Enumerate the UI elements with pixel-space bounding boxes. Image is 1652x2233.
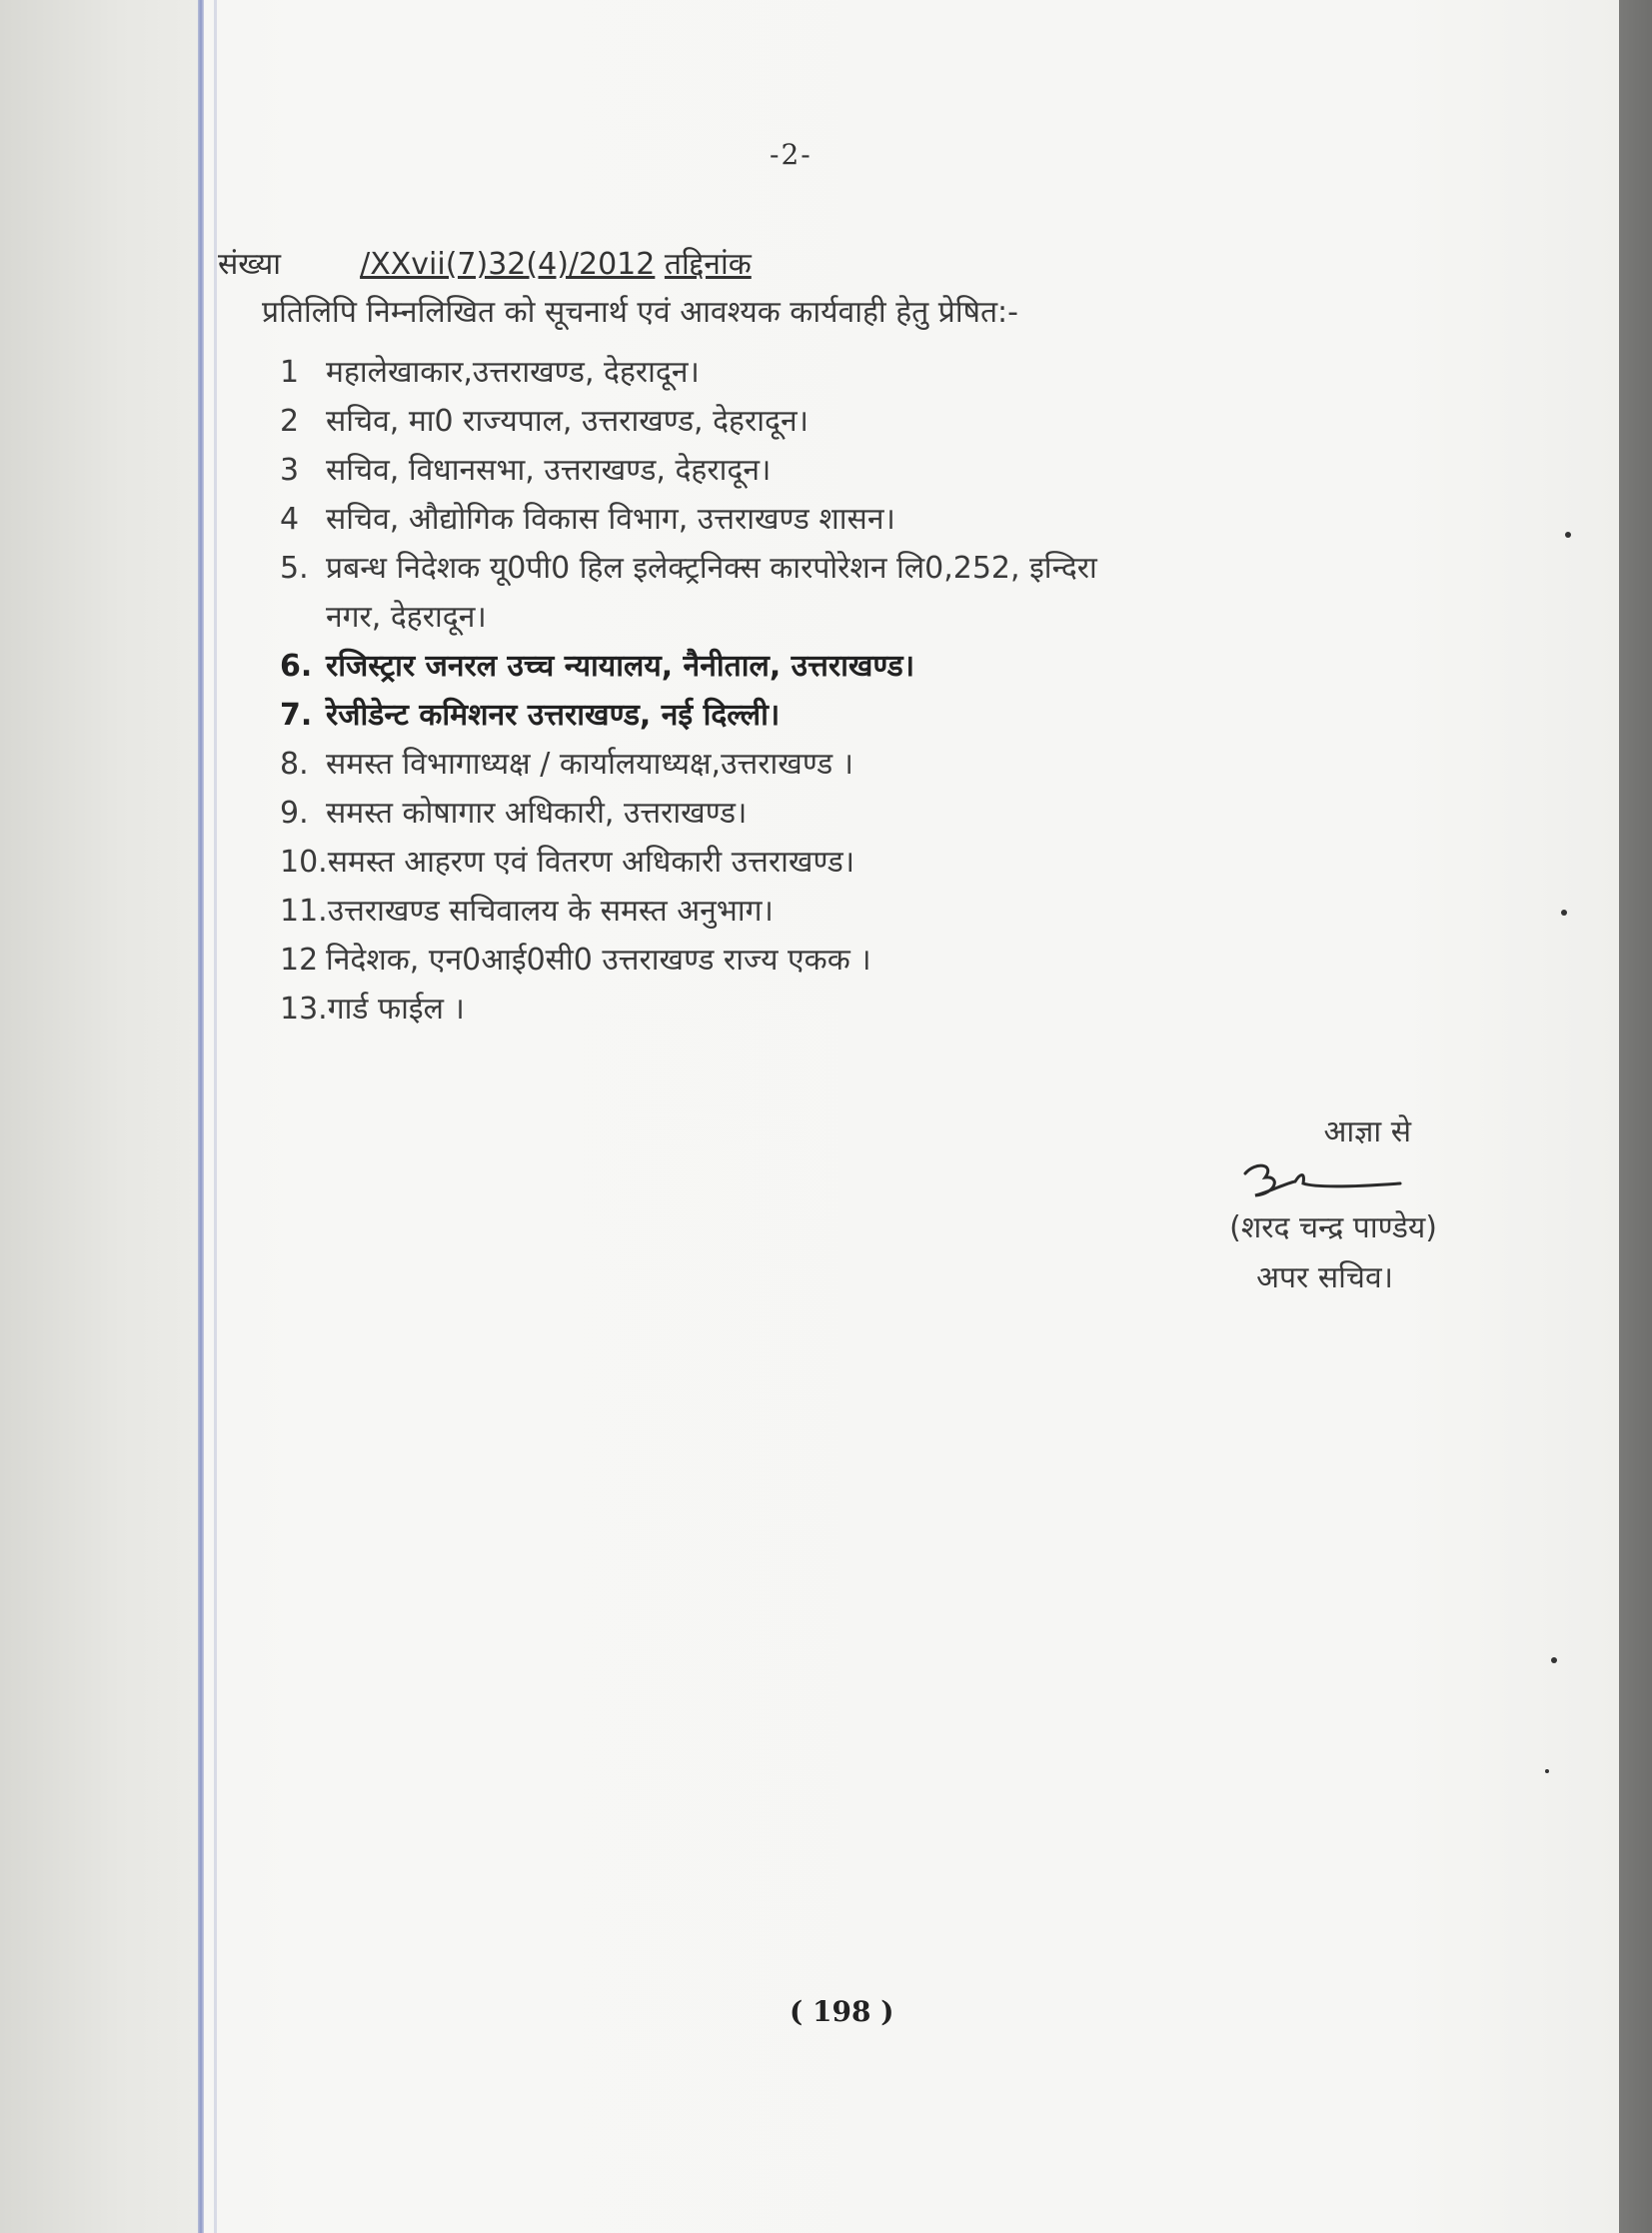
list-item: 13. गार्ड फाईल ।	[280, 992, 465, 1027]
list-item: 5. प्रबन्ध निदेशक यू0पी0 हिल इलेक्ट्रनिक्स कारपोरेशन लि0,252, इन्दिरा	[280, 551, 1097, 586]
scanner-background-strip	[1619, 0, 1652, 2233]
list-item-continuation: नगर, देहरादून।	[326, 600, 487, 635]
list-item: 11. उत्तराखण्ड सचिवालय के समस्त अनुभाग।	[280, 894, 774, 929]
list-item: 7. रेजीडेन्ट कमिशनर उत्तराखण्ड, नई दिल्ली।	[280, 698, 781, 733]
scan-speck	[1561, 910, 1567, 916]
list-item: 10. समस्त आहरण एवं वितरण अधिकारी उत्तराखण्ड।	[280, 845, 855, 880]
reference-prefix: संख्या	[218, 247, 281, 282]
list-item: 9. समस्त कोषागार अधिकारी, उत्तराखण्ड।	[280, 796, 748, 831]
copy-forwarded-intro: प्रतिलिपि निम्नलिखित को सूचनार्थ एवं आवश्यक कार्यवाही हेतु प्रेषित:-	[262, 295, 1018, 330]
scan-speck	[1551, 1657, 1557, 1663]
list-item: 6. रजिस्ट्रार जनरल उच्च न्यायालय, नैनीताल, उत्तराखण्ड।	[280, 649, 915, 684]
reference-suffix: तद्दिनांक	[664, 247, 752, 282]
binding-edge-shadow	[214, 0, 217, 2233]
by-order-text: आज्ञा से	[1323, 1115, 1411, 1149]
list-item: 1 महालेखाकार,उत्तराखण्ड, देहरादून।	[280, 355, 700, 390]
list-item: 3 सचिव, विधानसभा, उत्तराखण्ड, देहरादून।	[280, 453, 772, 488]
handwritten-signature	[1225, 1153, 1405, 1213]
signatory-designation: अपर सचिव।	[1256, 1260, 1393, 1295]
page-number-top: -2-	[770, 138, 813, 171]
recipient-list	[280, 348, 1419, 1034]
footer-page-number: ( 198 )	[790, 1995, 894, 2028]
binding-edge	[198, 0, 204, 2233]
reference-code: /XXvii(7)32(4)/2012	[360, 247, 656, 282]
page-left-margin	[0, 0, 200, 2233]
list-item: 12 निदेशक, एन0आई0सी0 उत्तराखण्ड राज्य एकक ।	[280, 943, 871, 978]
scan-speck	[1545, 1769, 1549, 1773]
signatory-name: (शरद चन्द्र पाण्डेय)	[1229, 1210, 1437, 1245]
list-item: 8. समस्त विभागाध्यक्ष / कार्यालयाध्यक्ष,उत्तराखण्ड ।	[280, 747, 854, 782]
list-item: 2 सचिव, मा0 राज्यपाल, उत्तराखण्ड, देहरादून।	[280, 404, 809, 439]
reference-line	[218, 242, 752, 283]
list-item: 4 सचिव, औद्योगिक विकास विभाग, उत्तराखण्ड शासन।	[280, 502, 895, 537]
scan-speck	[1565, 532, 1571, 538]
